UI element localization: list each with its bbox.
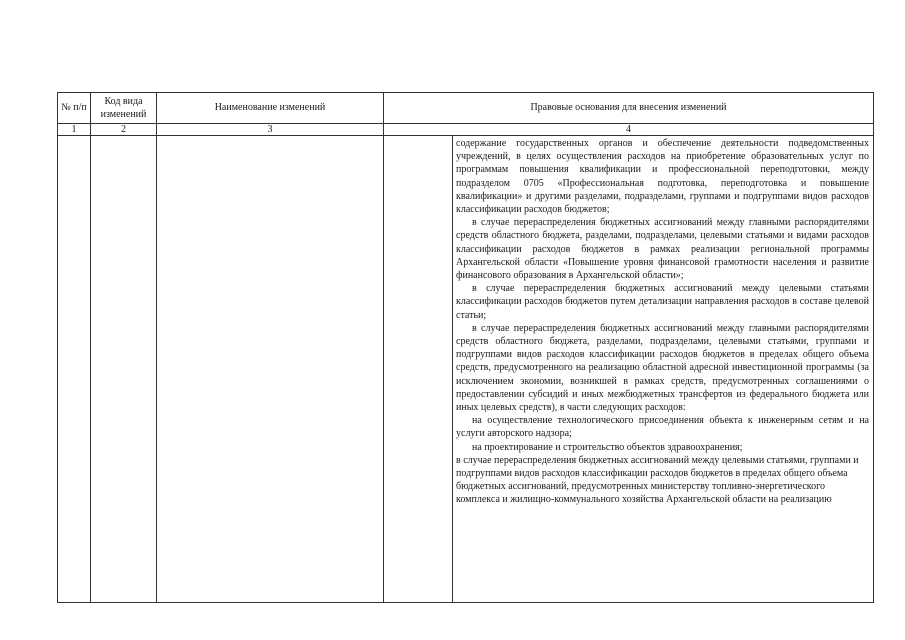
column-numbers-row: [58, 124, 874, 136]
table-header-row: [58, 93, 874, 124]
cell-empty: [384, 136, 453, 603]
cell-name: [157, 136, 384, 603]
basis-paragraph: на осуществление технологического присоединения объекта к инженерным сетям и на услуги авторского надзора;: [456, 415, 869, 440]
basis-paragraph: содержание государственных органов и обеспечение деятельности подведомственных учреждений, в целях осуществления расходов на приобретение образовательных услуг по программам повышения квалификации и профессиональной переподготовки, между подразделом 0705 «Профессиональная подготовка, переподготовка и повышение квалификации» и другими разделами, подразделами, группами и подгруппами видов расходов классификации расходов бюджетов;: [456, 138, 869, 216]
col-number-2: 2: [91, 124, 157, 136]
basis-paragraph: в случае перераспределения бюджетных ассигнований между целевыми статьями, группами и подгруппами видов расходов классификации расходов бюджетов в пределах общего объема бюджетных ассигнований, предусмотренных министерству топливно-энергетического комплекса и жилищно-коммунального хозяйства Архангельской области на реализацию: [456, 454, 859, 506]
table-row: [58, 136, 874, 603]
legal-basis-text: [453, 136, 873, 507]
changes-table: [57, 92, 874, 603]
header-code: Код вида изменений: [91, 93, 157, 124]
basis-paragraph: в случае перераспределения бюджетных ассигнований между главными распорядителями средств областного бюджета, разделами, подразделами, целевыми статьями и видами расходов классификации расходов бюджетов в рамках реализации региональной программы Архангельской области «Повышение уровня финансовой грамотности населения и развитие финансового образования в Архангельской области»;: [456, 217, 869, 282]
cell-basis: [453, 136, 874, 603]
header-num: № п/п: [58, 93, 91, 124]
col-number-1: 1: [58, 124, 91, 136]
cell-num: [58, 136, 91, 603]
col-number-4: 4: [384, 124, 874, 136]
col-number-3: 3: [157, 124, 384, 136]
basis-paragraph: на проектирование и строительство объектов здравоохранения;: [472, 441, 743, 453]
basis-paragraph: в случае перераспределения бюджетных ассигнований между целевыми статьями классификации расходов бюджетов путем детализации направления расходов в составе целевой статьи;: [456, 283, 869, 321]
cell-code: [91, 136, 157, 603]
header-name: Наименование изменений: [157, 93, 384, 124]
header-basis: Правовые основания для внесения изменений: [384, 93, 874, 124]
basis-paragraph: в случае перераспределения бюджетных ассигнований между главными распорядителями средств областного бюджета, разделами, подразделами, целевыми статьями, группами и подгруппами видов расходов классификации расходов бюджетов в пределах общего объема средств, предусмотренного на реализацию областной адресной инвестиционной программы (за исключением экономии, возникшей в рамках средств, предусмотренных соглашениями о предоставлении субсидий и иных межбюджетных трансфертов из федерального бюджета или иных целевых средств), в части следующих расходов:: [456, 322, 869, 414]
